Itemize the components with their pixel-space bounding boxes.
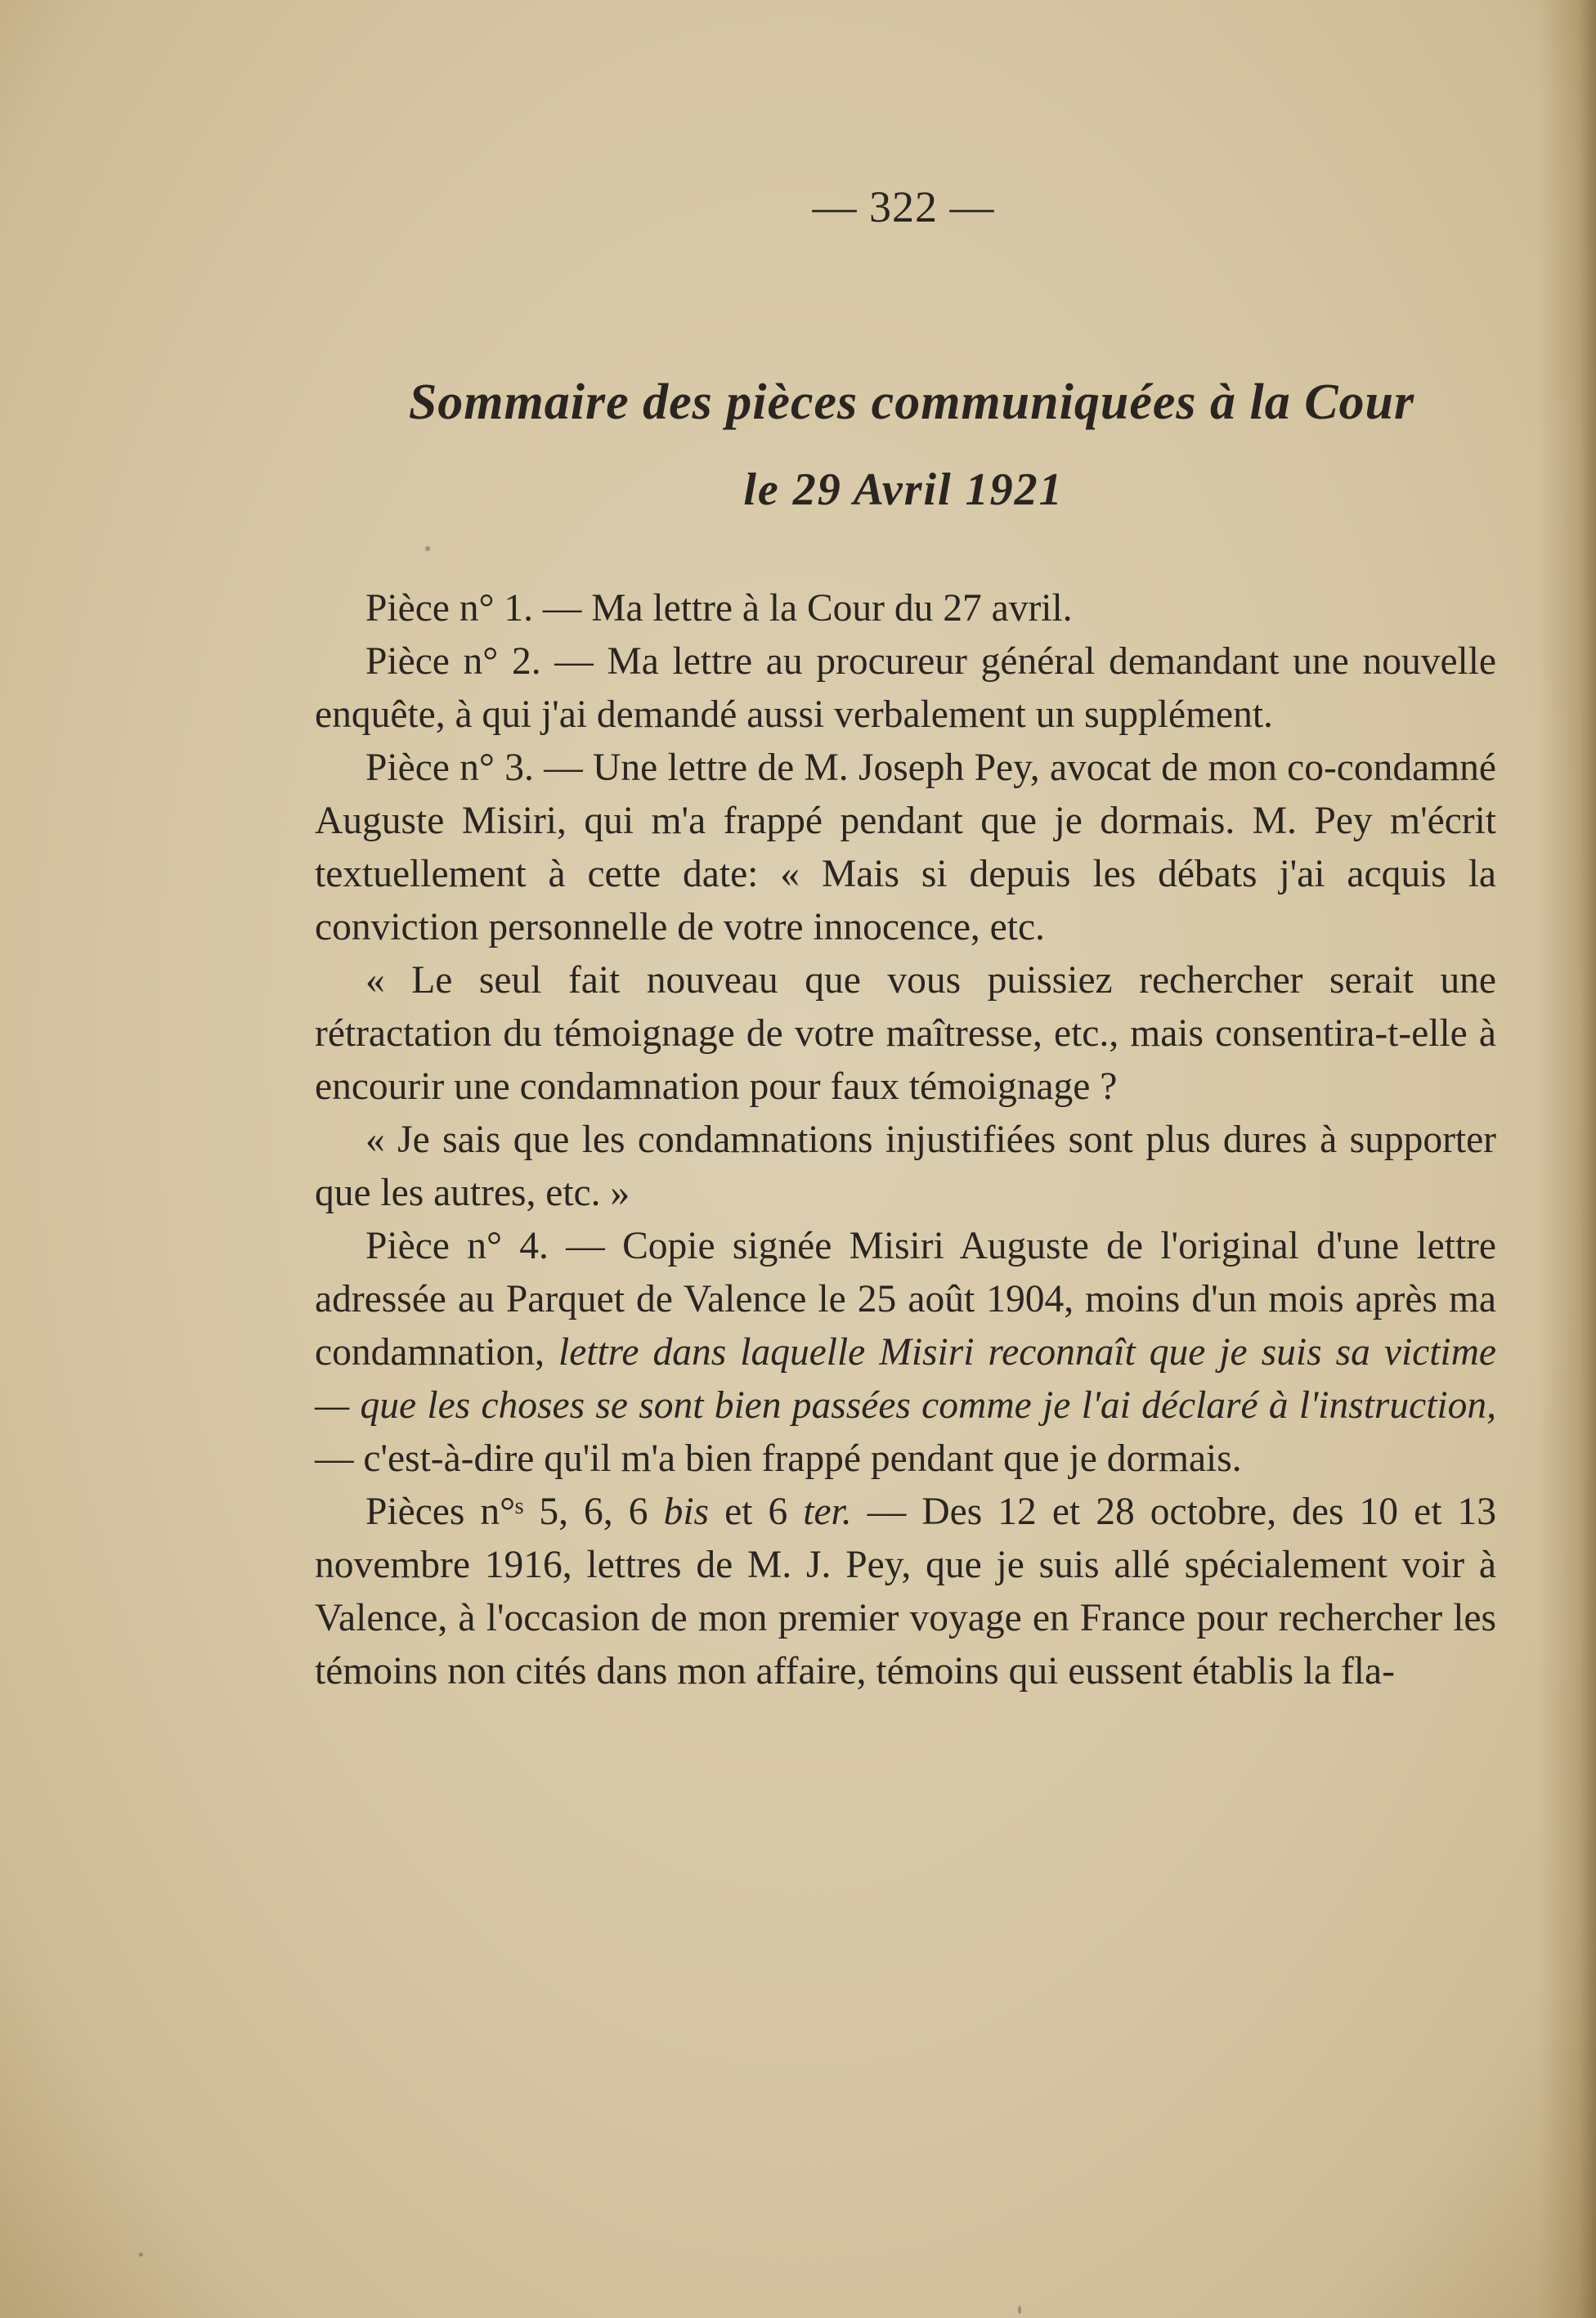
paper-speck [425, 546, 430, 551]
pieces-5-6-text-a: Pièces n°ˢ 5, 6, 6 [365, 1491, 664, 1533]
piece-4-text-b: — c'est-à-dire qu'il m'a bien frappé pendant que je dormais. [315, 1437, 1242, 1480]
pieces-5-6-mid: et 6 [709, 1491, 804, 1533]
paragraph-pieces-5-6 [315, 1486, 1496, 1698]
page-edge-shadow [1539, 0, 1596, 2318]
paragraph-piece-4 [315, 1220, 1496, 1486]
paragraph-piece-2: Pièce n° 2. — Ma lettre au procureur général demandant une nouvelle enquête, à qui j'ai demandé aussi verbalement un supplément. [315, 640, 1496, 736]
piece-4-text-a: Pièce n° 4. — Copie signée Misiri Auguste de l'original d'une lettre adressée au Parquet de Valence le 25 août 1904, moins d'un mois après ma condamnation, [315, 1225, 1496, 1374]
paper-speck [1018, 2306, 1021, 2314]
paragraph-piece-3: Pièce n° 3. — Une lettre de M. Joseph Pey, avocat de mon co-condamné Auguste Misiri, qui m'a frappé pendant que je dormais. M. Pey m'écrit textuellement à cette date: « Mais si depuis les débats j'ai acquis la conviction personnelle de votre innocence, etc. [315, 747, 1496, 948]
pieces-5-6-bis: bis [663, 1491, 710, 1533]
pieces-5-6-text-b: — Des 12 et 28 octobre, des 10 et 13 novembre 1916, lettres de M. J. Pey, que je suis allé spécialement voir à Valence, à l'occasion de mon premier voyage en France pour rechercher les témoins non cités dans mon affaire, témoins qui eussent établis la fla- [315, 1491, 1496, 1693]
piece-4-italic-text: lettre dans laquelle Misiri reconnaît que je suis sa victime — que les choses se sont bien passées comme je l'ai déclaré à l'instruction, [315, 1331, 1496, 1427]
pieces-5-6-ter: ter. [803, 1491, 852, 1533]
paragraph-piece-1: Pièce n° 1. — Ma lettre à la Cour du 27 avril. [365, 587, 1073, 630]
body-text [315, 582, 1496, 1698]
paragraph-quote-1: « Le seul fait nouveau que vous puissiez rechercher serait une rétractation du témoignage de votre maîtresse, etc., mais consentira-t-elle à encourir une condamnation pour faux témoignage ? [315, 959, 1496, 1108]
page-subtitle: le 29 Avril 1921 [743, 464, 1064, 515]
page-title: Sommaire des pièces communiquées à la Cour [408, 374, 1415, 430]
paper-speck [139, 2253, 143, 2257]
page-number: — 322 — [812, 182, 995, 231]
paragraph-quote-2: « Je sais que les condamnations injustifiées sont plus dures à supporter que les autres, etc. » [315, 1119, 1496, 1214]
